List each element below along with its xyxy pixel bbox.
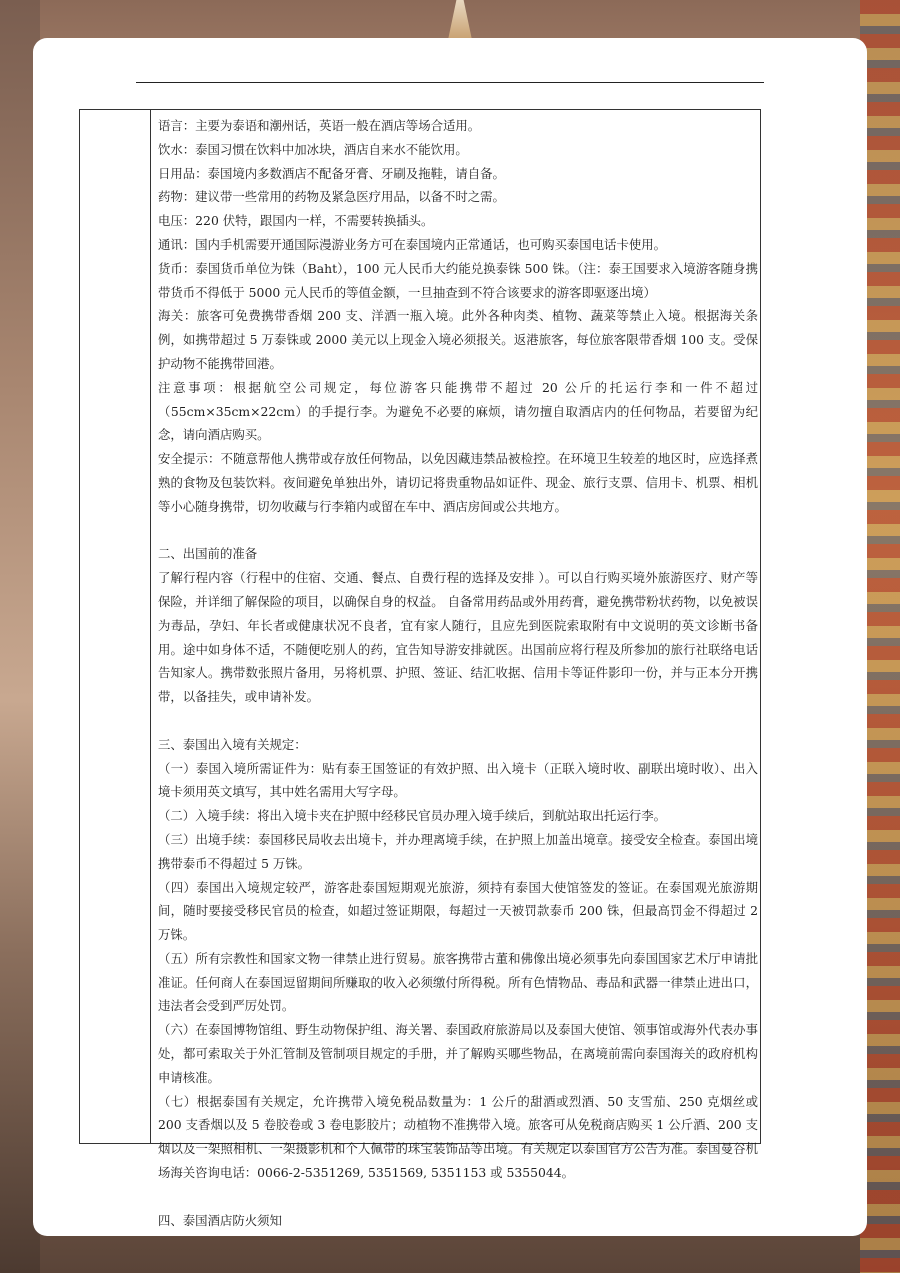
note-currency: 货币：泰国货币单位为铢（Baht），100 元人民币大约能兑换泰铢 500 铢。（注：泰王国要求入境游客随身携带货币不得低于 5000 元人民币的等值金额，一旦抽查到不符合该要求的游客即驱逐出境） [158,260,758,300]
entry-rule-5: （五）所有宗教性和国家文物一律禁止进行贸易。旅客携带古董和佛像出境必须事先向泰国国家艺术厅申请批准证。任何商人在泰国逗留期间所赚取的收入必须缴付所得税。所有色情物品、毒品和武器一律禁止进出口，违法者会受到严厉处罚。 [158,950,758,1014]
note-medicine: 药物：建议带一些常用的药物及紧急医疗用品，以备不时之需。 [158,189,505,205]
background-temple-spire [448,0,472,40]
entry-rule-1: （一）泰国入境所需证件为：贴有泰王国签证的有效护照、出入境卡（正联入境时收、副联出境时收）、出入境卡须用英文填写，其中姓名需用大写字母。 [158,760,758,800]
note-daily-goods: 日用品：泰国境内多数酒店不配备牙膏、牙刷及拖鞋，请自备。 [158,165,505,181]
entry-rule-3: （三）出境手续：泰国移民局收去出境卡，并办理离境手续，在护照上加盖出境章。接受安全检查。泰国出境携带泰币不得超过 5 万铢。 [158,831,758,871]
header-rule [136,82,764,83]
note-voltage: 电压：220 伏特，跟国内一样，不需要转换插头。 [158,213,434,229]
note-safety: 安全提示：不随意帮他人携带或存放任何物品，以免因藏违禁品被检控。在环境卫生较差的地区时，应选择煮熟的食物及包装饮料。夜间避免单独出外，请切记将贵重物品如证件、现金、旅行支票、信用卡、机票、相机等小心随身携带，切勿收藏与行李箱内或留在车中、酒店房间或公共地方。 [158,451,758,514]
note-water: 饮水：泰国习惯在饮料中加冰块，酒店自来水不能饮用。 [158,141,468,157]
note-customs: 海关：旅客可免费携带香烟 200 支、洋酒一瓶入境。此外各种肉类、植物、蔬菜等禁止入境。根据海关条例，如携带超过 5 万泰铢或 2000 美元以上现金入境必须报关。返港旅客，每位旅客限带香烟 100 支。受保护动物不能携带回港。 [158,308,758,371]
entry-rule-7: （七）根据泰国有关规定，允许携带入境免税品数量为：1 公斤的甜酒或烈酒、50 支雪茄、250 克烟丝或 200 支香烟以及 5 卷胶卷或 3 卷电影胶片；动植物不准携带入境。旅客可从免税商店购买 1 公斤酒、200 支烟以及一架照相机、一架摄影机和个人佩带的珠宝装饰品等出境。有关规定以泰国官方公告为准。泰国曼谷机场海关咨询电话：0066-2-5351269, 5351569, 5351153 或 5355044。 [158,1093,758,1181]
entry-rule-4: （四）泰国出入境规定较严，游客赴泰国短期观光旅游，须持有泰国大使馆签发的签证。在泰国观光旅游期间，随时要接受移民官员的检查，如超过签证期限，每超过一天被罚款泰币 200 铢，但最高罚金不得超过 2 万铢。 [158,879,758,943]
entry-rule-6: （六）在泰国博物馆组、野生动物保护组、海关署、泰国政府旅游局以及泰国大使馆、领事馆或海外代表办事处，都可索取关于外汇管制及管制项目规定的手册，并了解购买哪些物品，在离境前需向泰国海关的政府机构申请核准。 [158,1022,758,1085]
table-column-divider [150,110,151,1143]
note-precautions: 注意事项：根据航空公司规定，每位游客只能携带不超过 20 公斤的托运行李和一件不超过（55cm×35cm×22cm）的手提行李。为避免不必要的麻烦，请勿擅自取酒店内的任何物品，若要留为纪念，请向酒店购买。 [158,379,758,443]
preparation-text: 了解行程内容（行程中的住宿、交通、餐点、自费行程的选择及安排 ）。可以自行购买境外旅游医疗、财产等保险，并详细了解保险的项目，以确保自身的权益。 自备常用药品或外用药膏，避免携带粉状药物，以免被误为毒品，孕妇、年长者或健康状况不良者，宜有家人随行，且应先到医院索取附有中文说明的英文诊断书备用。途中如身体不适，不随便吃别人的药，宜告知导游安排就医。出国前应将行程及所参加的旅行社联络电话告知家人。携带数张照片备用，另将机票、护照、签证、结汇收据、信用卡等证件影印一份，并与正本分开携带，以备挂失，或申请补发。 [158,570,758,705]
section-title-entry-exit: 三、泰国出入境有关规定： [158,736,307,752]
section-title-fire-safety: 四、泰国酒店防火须知 [158,1212,282,1228]
note-communication: 通讯：国内手机需要开通国际漫游业务方可在泰国境内正常通话，也可购买泰国电话卡使用。 [158,236,667,252]
content-cell [158,114,758,1232]
entry-rule-2: （二）入境手续：将出入境卡夹在护照中经移民官员办理入境手续后，到航站取出托运行李。 [158,808,667,824]
note-language: 语言：主要为泰语和潮州话，英语一般在酒店等场合适用。 [158,118,481,133]
section-title-preparation: 二、出国前的准备 [158,546,258,562]
